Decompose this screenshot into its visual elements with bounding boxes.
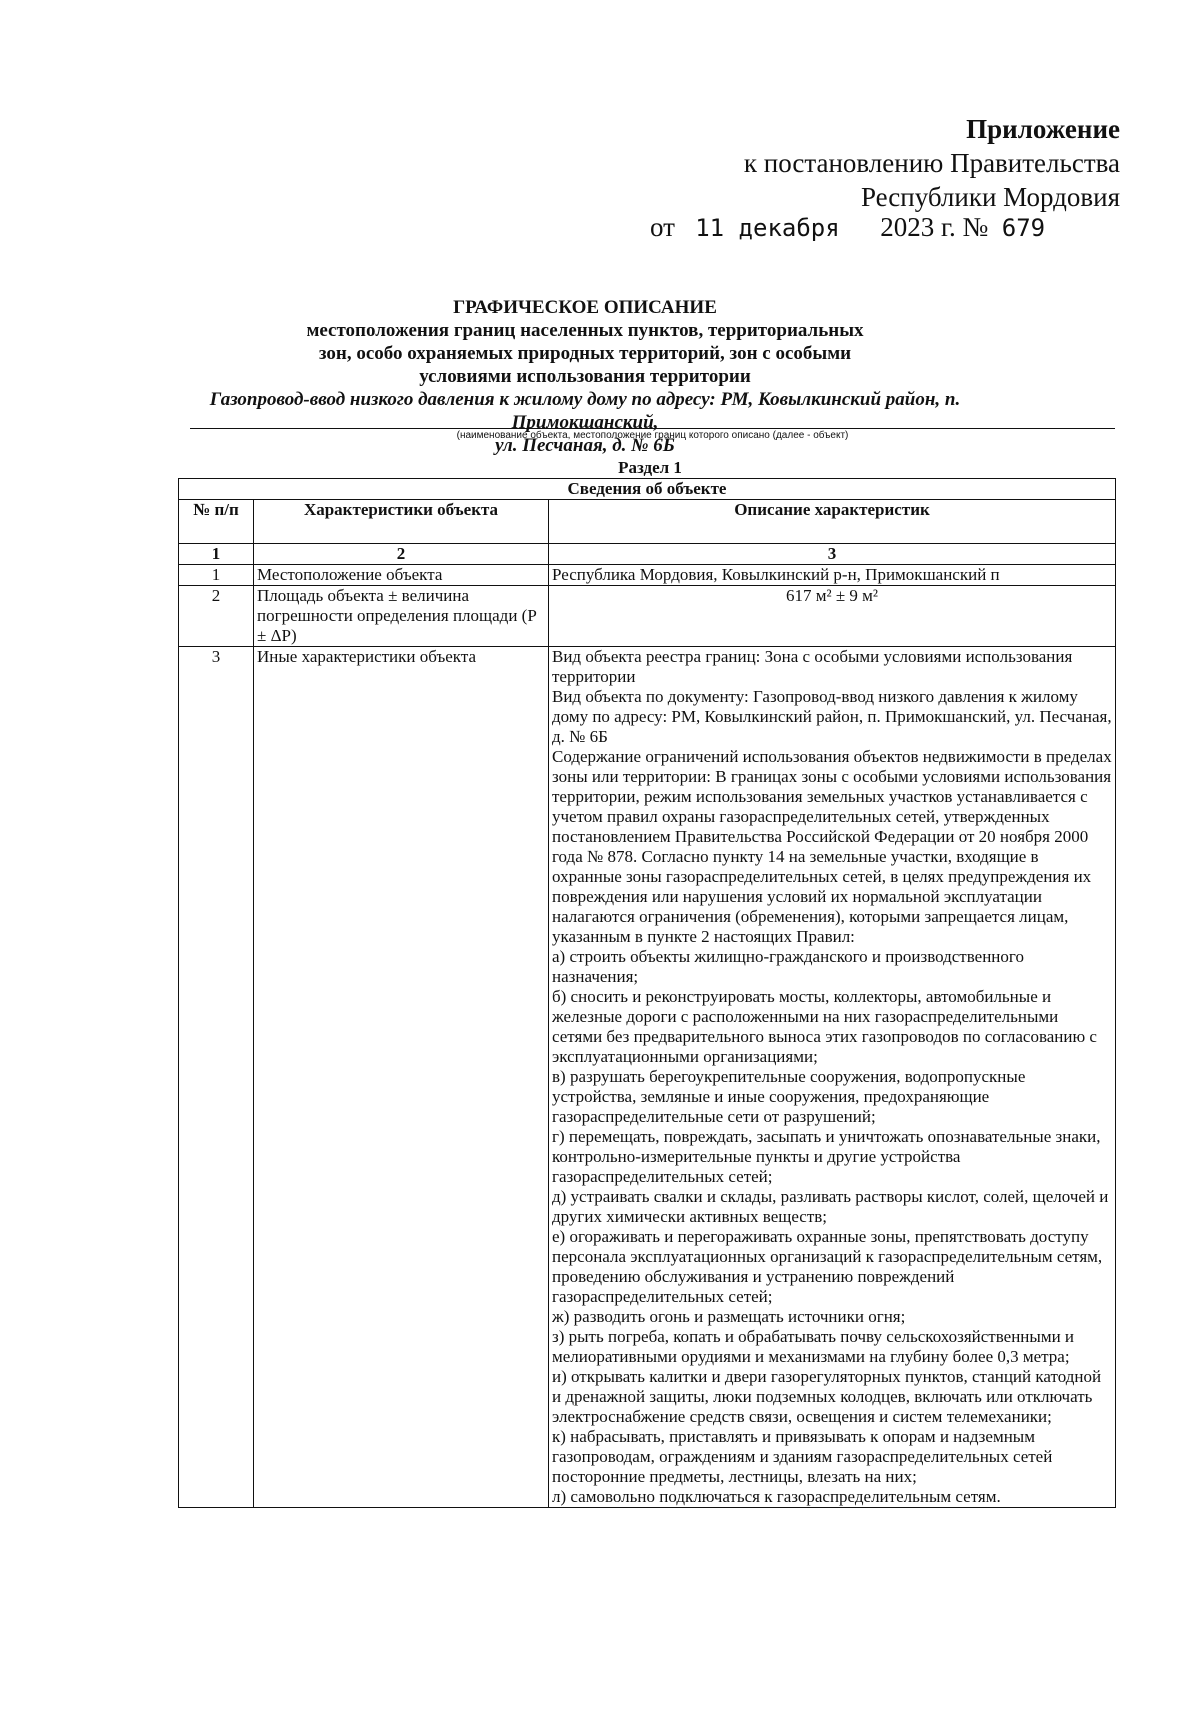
table-row [179,586,1116,647]
table-title-row [179,479,1116,500]
description-paragraph: е) огораживать и перегораживать охранные зоны, препятствовать доступу персонала эксплуатационных организаций к газораспределительным сетям, проведению обслуживания и устранению повреждений газораспределительных сетей; [552,1227,1103,1306]
object-name-underline [190,428,1115,429]
description-paragraph: б) сносить и реконструировать мосты, коллекторы, автомобильные и железные дороги с расположенными на них газораспределительными сетями без предварительного выноса этих газопроводов по согласованию с эксплуатационными организациями; [552,987,1097,1066]
header-description: Описание характеристик [549,500,1116,544]
appendix-date [650,210,1045,245]
date-number: 679 [1001,214,1046,242]
description-paragraph: и) открывать калитки и двери газорегуляторных пунктов, станций катодной и дренажной защиты, люки подземных колодцев, включать или отключать электроснабжение средств связи, освещения и систем телемеханики; [552,1367,1102,1426]
row-characteristic: Местоположение объекта [254,565,549,586]
date-prefix: от [650,212,675,242]
row-num: 1 [179,565,254,586]
row-description [549,647,1116,1508]
date-day: 11 декабря [695,214,840,242]
object-name-1: Газопровод-ввод низкого давления к жилому дому по адресу: РМ, Ковылкинский район, п. Примокшанский, [209,389,961,433]
appendix-line-1: к постановлению Правительства [743,148,1120,178]
row-characteristic: Площадь объекта ± величина погрешности определения площади (P ± ΔP) [254,586,549,647]
header-characteristics: Характеристики объекта [254,500,549,544]
document-subtitle-1: местоположения границ населенных пунктов, территориальных [306,320,864,341]
row-description: 617 м² ± 9 м² [549,586,1116,647]
description-paragraph: Содержание ограничений использования объектов недвижимости в пределах зоны или территории: В границах зоны с особыми условиями использования территории, режим использования земельных участков устанавливается с учетом правил охраны газораспределительных сетей, утвержденных постановлением Правительства Российской Федерации от 20 ноября 2000 года № 878. Согласно пункту 14 на земельные участки, входящие в охранные зоны газораспределительных сетей, в целях предупреждения их повреждения или нарушения условий их нормальной эксплуатации налагаются ограничения (обременения), которыми запрещается лицам, указанным в пункте 2 настоящих Правил: [552,747,1112,946]
description-paragraph: к) набрасывать, приставлять и привязывать к опорам и надземным газопроводам, ограждениям и зданиям газораспределительных сетей посторонние предметы, лестницы, влезать на них; [552,1427,1053,1486]
description-paragraph: д) устраивать свалки и склады, разливать растворы кислот, солей, щелочей и других химически активных веществ; [552,1187,1109,1226]
description-paragraph: а) строить объекты жилищно-гражданского и производственного назначения; [552,947,1024,986]
column-number: 3 [549,544,1116,565]
table-header-row [179,500,1116,544]
description-paragraph: Вид объекта по документу: Газопровод-ввод низкого давления к жилому дому по адресу: РМ, Ковылкинский район, п. Примокшанский, ул. Песчаная, д. № 6Б [552,687,1112,746]
description-paragraph: в) разрушать берегоукрепительные сооружения, водопропускные устройства, земляные и иные сооружения, предохраняющие газораспределительные сети от разрушений; [552,1067,1026,1126]
column-number: 2 [254,544,549,565]
document-subtitle-2: зон, особо охраняемых природных территорий, зон с особыми [318,343,852,364]
description-paragraph: з) рыть погреба, копать и обрабатывать почву сельскохозяйственными и мелиоративными орудиями и механизмами на глубину более 0,3 метра; [552,1327,1075,1366]
appendix-line-2: Республики Мордовия [860,182,1120,212]
table-row [179,647,1116,1508]
object-name-caption: (наименование объекта, местоположение границ которого описано (далее - объект) [456,430,849,441]
description-paragraph: л) самовольно подключаться к газораспределительным сетям. [552,1487,1001,1506]
row-num: 3 [179,647,254,1508]
header-num: № п/п [179,500,254,544]
description-paragraph: ж) разводить огонь и размещать источники огня; [552,1307,906,1326]
object-info-table [178,478,1116,1508]
row-description: Республика Мордовия, Ковылкинский р-н, Примокшанский п [549,565,1116,586]
document-subtitle-3: условиями использования территории [419,366,751,387]
row-num: 2 [179,586,254,647]
object-name-2: ул. Песчаная, д. № 6Б [495,435,675,456]
description-paragraph: Вид объекта реестра границ: Зона с особыми условиями использования территории [552,647,1073,686]
section-title: Раздел 1 [618,458,682,477]
row-characteristic: Иные характеристики объекта [254,647,549,1508]
date-year: 2023 г. № [880,212,989,242]
column-number: 1 [179,544,254,565]
appendix-header [744,112,1120,214]
description-paragraph: г) перемещать, повреждать, засыпать и уничтожать опознавательные знаки, контрольно-измерительные пункты и другие устройства газораспределительных сетей; [552,1127,1101,1186]
document-title: ГРАФИЧЕСКОЕ ОПИСАНИЕ [453,297,717,318]
table-row [179,565,1116,586]
column-number-row [179,544,1116,565]
table-title: Сведения об объекте [179,479,1116,500]
appendix-title: Приложение [966,114,1120,144]
